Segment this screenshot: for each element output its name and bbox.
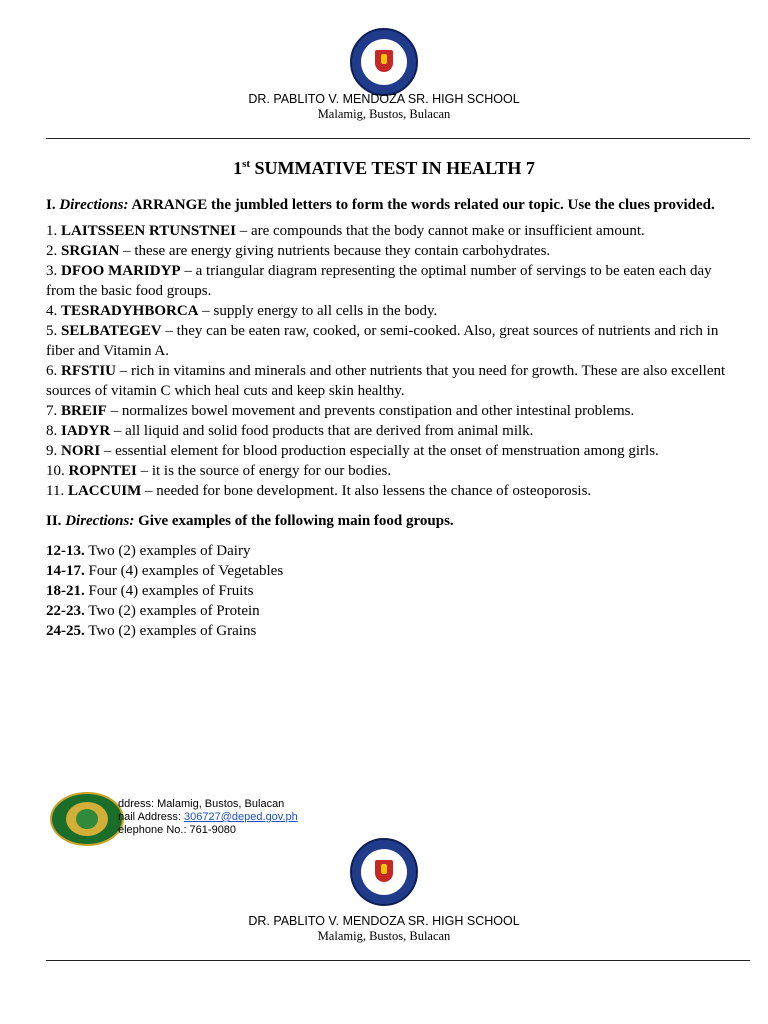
jumbled-word: IADYR [61,423,111,439]
question-number: 18-21. [46,583,85,599]
test-content [46,195,726,641]
school-logo-icon [50,792,124,846]
question-text: Two (2) examples of Grains [84,623,257,639]
question-number: 4. [46,303,61,319]
section2-list [46,541,726,641]
section2-numeral: II. [46,513,66,529]
question-item [46,401,726,421]
page-title [0,153,768,179]
contact-address: ddress: Malamig, Bustos, Bulacan [118,798,285,810]
question-item [46,421,726,441]
question-item [46,561,726,581]
deped-seal-icon [350,838,418,906]
question-number: 8. [46,423,61,439]
jumbled-word: NORI [61,443,101,459]
contact-info [118,798,298,837]
contact-phone: elephone No.: 761-9080 [118,824,237,836]
header-divider-page2 [46,960,750,961]
question-number: 3. [46,263,61,279]
clue-text: – needed for bone development. It also lessens the chance of osteoporosis. [141,483,592,499]
clue-text: – all liquid and solid food products that are derived from animal milk. [110,423,534,439]
clue-text: – a triangular diagram representing the optimal number of servings to be eaten each day from the basic food groups. [46,263,712,299]
title-ordinal: 1 [233,158,243,178]
section1-list [46,221,726,501]
question-item [46,621,726,641]
school-name-page2: DR. PABLITO V. MENDOZA SR. HIGH SCHOOL [248,914,520,928]
question-number: 11. [46,483,68,499]
section2-directions-text: Give examples of the following main food groups. [134,513,454,529]
jumbled-word: RFSTIU [61,363,117,379]
section1-directions-text: ARRANGE the jumbled letters to form the words related our topic. Use the clues provided. [128,197,715,213]
question-item [46,481,726,501]
deped-seal-icon [350,28,418,96]
question-item [46,321,726,361]
email-link[interactable]: 306727@deped.gov.ph [184,811,298,823]
question-number: 6. [46,363,61,379]
school-address: Malamig, Bustos, Bulacan [317,107,451,121]
question-text: Four (4) examples of Fruits [84,583,254,599]
question-item [46,361,726,401]
question-item [46,541,726,561]
section1-directions-label: Directions: [59,197,129,213]
question-number: 9. [46,443,61,459]
question-item [46,441,726,461]
jumbled-word: DFOO MARIDYP [61,263,181,279]
school-address-page2: Malamig, Bustos, Bulacan [317,929,451,943]
jumbled-word: SRGIAN [61,243,120,259]
jumbled-word: SELBATEGEV [61,323,162,339]
clue-text: – rich in vitamins and minerals and other nutrients that you need for growth. These are also excellent sources of vitamin C which heal cuts and keep skin healthy. [46,363,726,399]
jumbled-word: BREIF [61,403,107,419]
question-number: 24-25. [46,623,85,639]
clue-text: – are compounds that the body cannot make or insufficient amount. [235,223,645,239]
question-number: 1. [46,223,61,239]
question-number: 12-13. [46,543,85,559]
section2-directions-label: Directions: [65,513,135,529]
question-number: 22-23. [46,603,85,619]
section2-directions [46,511,726,531]
section1-numeral: I. [46,197,60,213]
question-item [46,601,726,621]
question-number: 7. [46,403,61,419]
jumbled-word: LACCUIM [67,483,142,499]
clue-text: – supply energy to all cells in the body. [198,303,438,319]
title-text: SUMMATIVE TEST IN HEALTH 7 [250,158,535,178]
clue-text: – it is the source of energy for our bodies. [136,463,392,479]
contact-email-line [118,811,298,824]
question-item [46,461,726,481]
clue-text: – normalizes bowel movement and prevents constipation and other intestinal problems. [106,403,635,419]
school-name: DR. PABLITO V. MENDOZA SR. HIGH SCHOOL [248,92,520,106]
question-number: 10. [46,463,69,479]
section1-directions [46,195,726,215]
clue-text: – essential element for blood production especially at the onset of menstruation among girls. [100,443,659,459]
contact-email-label: nail Address: [118,811,185,823]
question-text: Two (2) examples of Protein [84,603,260,619]
jumbled-word: TESRADYHBORCA [61,303,199,319]
clue-text: – they can be eaten raw, cooked, or semi-cooked. Also, great sources of nutrients and rich in fiber and Vitamin A. [46,323,719,359]
question-text: Two (2) examples of Dairy [84,543,251,559]
header-divider [46,138,750,139]
question-text: Four (4) examples of Vegetables [84,563,284,579]
question-item [46,221,726,241]
question-number: 5. [46,323,61,339]
jumbled-word: LAITSSEEN RTUNSTNEI [61,223,236,239]
question-item [46,301,726,321]
question-number: 14-17. [46,563,85,579]
question-item [46,581,726,601]
question-number: 2. [46,243,61,259]
clue-text: – these are energy giving nutrients because they contain carbohydrates. [119,243,551,259]
question-item [46,261,726,301]
question-item [46,241,726,261]
jumbled-word: ROPNTEI [68,463,137,479]
title-ordinal-suffix: st [242,158,251,170]
